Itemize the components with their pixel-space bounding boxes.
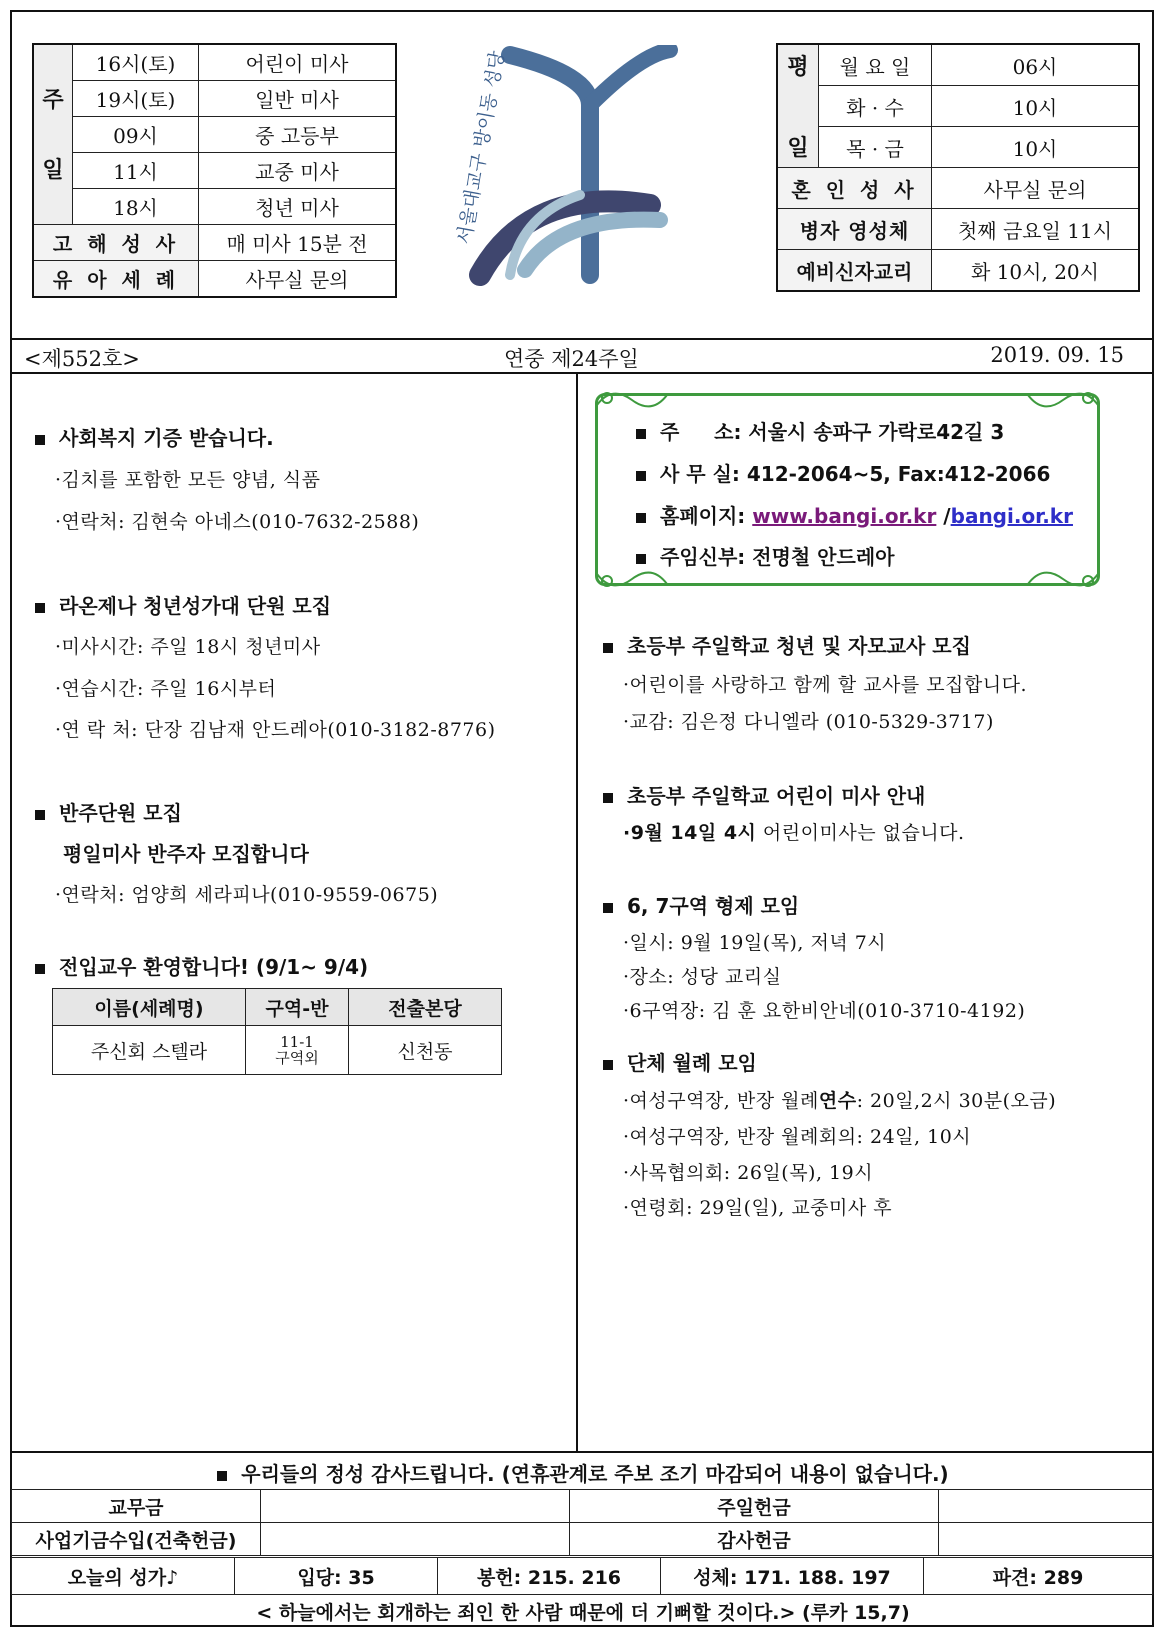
weekday-side-label-top: 평 (777, 44, 819, 86)
issue-date: 2019. 09. 15 (990, 343, 1124, 367)
list-item: ·장소: 성당 교리실 (623, 966, 782, 988)
section-title: 사회복지 기증 받습니다. (35, 422, 274, 451)
sunday-time: 16시(토) (73, 44, 199, 81)
weekday-day: 월 요 일 (819, 44, 932, 86)
section-title: 단체 월례 모임 (603, 1047, 757, 1076)
list-item: ·여성구역장, 반장 월례회의: 24일, 10시 (623, 1126, 972, 1148)
wedding-value: 사무실 문의 (932, 168, 1140, 209)
sunday-time: 09시 (73, 117, 199, 153)
offering-value (939, 1490, 1153, 1523)
sunday-time: 11시 (73, 153, 199, 189)
weekday-day: 화 · 수 (819, 86, 932, 127)
section-title: 6, 7구역 형제 모임 (603, 890, 799, 919)
issue-bar (12, 340, 1152, 372)
list-item: ·연 락 처: 단장 김남재 안드레아(010-3182-8776) (55, 719, 496, 741)
list-item: ·6구역장: 김 훈 요한비안네(010-3710-4192) (623, 1000, 1026, 1022)
list-item: ·연령회: 29일(일), 교중미사 후 (623, 1197, 893, 1219)
priest-line: 주임신부: 전명철 안드레아 (636, 541, 894, 570)
table-cell: 신천동 (349, 1026, 502, 1075)
office-line: 사 무 실: 412-2064~5, Fax:412-2066 (636, 458, 1050, 487)
sick-communion-label: 병자 영성체 (777, 209, 932, 250)
offering-label: 주일헌금 (570, 1490, 939, 1523)
homepage-link[interactable]: www.bangi.or.kr (752, 504, 937, 528)
wedding-label: 혼 인 성 사 (777, 168, 932, 209)
bible-verse: < 하늘에서는 회개하는 죄인 한 사람 때문에 더 기뻐할 것이다.> (루카 15,7) (256, 1602, 910, 1624)
hymn-label: 오늘의 성가♪ (12, 1558, 235, 1595)
list-item: ·어린이를 사랑하고 함께 할 교사를 모집합니다. (623, 674, 1028, 696)
col-header: 구역-반 (246, 989, 349, 1026)
list-item: ·사목협의회: 26일(목), 19시 (623, 1162, 874, 1184)
sunday-time: 18시 (73, 189, 199, 225)
offering-value (261, 1523, 570, 1556)
offering-label: 사업기금수입(건축헌금) (12, 1523, 261, 1556)
welcome-table (52, 988, 502, 1075)
hymn-communion: 성체: 171. 188. 197 (661, 1558, 924, 1595)
list-item: ·여성구역장, 반장 월례연수: 20일,2시 30분(오금) (623, 1090, 1057, 1112)
catechumen-label: 예비신자교리 (777, 250, 932, 292)
list-item: ·9월 14일 4시 어린이미사는 없습니다. (623, 822, 965, 844)
list-item: ·교감: 김은정 다니엘라 (010-5329-3717) (623, 711, 994, 733)
offering-title: 우리들의 정성 감사드립니다. (연휴관계로 주보 조기 마감되어 내용이 없습니다.) (0, 1458, 1166, 1487)
offering-value (261, 1490, 570, 1523)
weekday-time: 10시 (932, 86, 1140, 127)
sunday-mass: 청년 미사 (199, 189, 397, 225)
weekday-time: 06시 (932, 44, 1140, 86)
hymn-offertory: 봉헌: 215. 216 (438, 1558, 661, 1595)
address-line: 주 소: 서울시 송파구 가락로42길 3 (636, 416, 1004, 445)
section-title: 반주단원 모집 (35, 797, 182, 826)
parish-info-box (595, 393, 1100, 586)
sunday-time: 19시(토) (73, 81, 199, 117)
table-cell: 주신회 스텔라 (53, 1026, 246, 1075)
sunday-schedule-table (32, 43, 397, 298)
confession-label: 고 해 성 사 (33, 225, 199, 261)
catechumen-value: 화 10시, 20시 (932, 250, 1140, 292)
sunday-side-label: 주 일 (33, 44, 73, 225)
ornament-icon (1023, 380, 1103, 420)
list-item: ·연습시간: 주일 16시부터 (55, 678, 277, 700)
issue-number: <제552호> (24, 347, 140, 371)
infant-baptism-value: 사무실 문의 (199, 261, 397, 298)
section-title: 초등부 주일학교 청년 및 자모교사 모집 (603, 630, 971, 659)
infant-baptism-label: 유 아 세 례 (33, 261, 199, 298)
list-item: ·미사시간: 주일 18시 청년미사 (55, 636, 321, 658)
table-cell: 11-1 구역외 (246, 1026, 349, 1075)
col-header: 이름(세례명) (53, 989, 246, 1026)
hymn-table (11, 1557, 1153, 1595)
offering-table (11, 1489, 1153, 1556)
sunday-mass: 중 고등부 (199, 117, 397, 153)
weekday-side-spacer (777, 86, 819, 127)
ornament-icon (592, 380, 672, 420)
offering-label: 교무금 (12, 1490, 261, 1523)
offering-value (939, 1523, 1153, 1556)
sunday-mass: 교중 미사 (199, 153, 397, 189)
list-item: ·연락처: 김현숙 아네스(010-7632-2588) (55, 511, 420, 533)
section-title: 라온제나 청년성가대 단원 모집 (35, 590, 331, 619)
section-subtitle: 평일미사 반주자 모집합니다 (63, 842, 309, 866)
weekday-side-label-bottom: 일 (777, 127, 819, 168)
ornament-icon (1023, 559, 1103, 599)
section-title: 초등부 주일학교 어린이 미사 안내 (603, 780, 925, 809)
col-header: 전출본당 (349, 989, 502, 1026)
hymn-entrance: 입당: 35 (235, 1558, 438, 1595)
homepage-link-alt[interactable]: bangi.or.kr (950, 504, 1073, 528)
weekday-time: 10시 (932, 127, 1140, 168)
section-title: 전입교우 환영합니다! (9/1~ 9/4) (35, 951, 368, 980)
hymn-dismissal: 파견: 289 (924, 1558, 1153, 1595)
homepage-line: 홈페이지: www.bangi.or.kr /bangi.or.kr (636, 500, 1073, 529)
list-item: ·일시: 9월 19일(목), 저녁 7시 (623, 932, 887, 954)
list-item: ·연락처: 엄양희 세라피나(010-9559-0675) (55, 884, 439, 906)
sunday-mass: 어린이 미사 (199, 44, 397, 81)
offering-label: 감사헌금 (570, 1523, 939, 1556)
weekday-day: 목 · 금 (819, 127, 932, 168)
logo-text: 서울대교구 방이동 성당 (453, 49, 509, 246)
sunday-mass: 일반 미사 (199, 81, 397, 117)
sick-communion-value: 첫째 금요일 11시 (932, 209, 1140, 250)
issue-title: 연중 제24주일 (504, 347, 639, 371)
parish-logo (440, 45, 700, 300)
list-item: ·김치를 포함한 모든 양념, 식품 (55, 469, 321, 491)
weekday-schedule-table (776, 43, 1140, 292)
confession-value: 매 미사 15분 전 (199, 225, 397, 261)
